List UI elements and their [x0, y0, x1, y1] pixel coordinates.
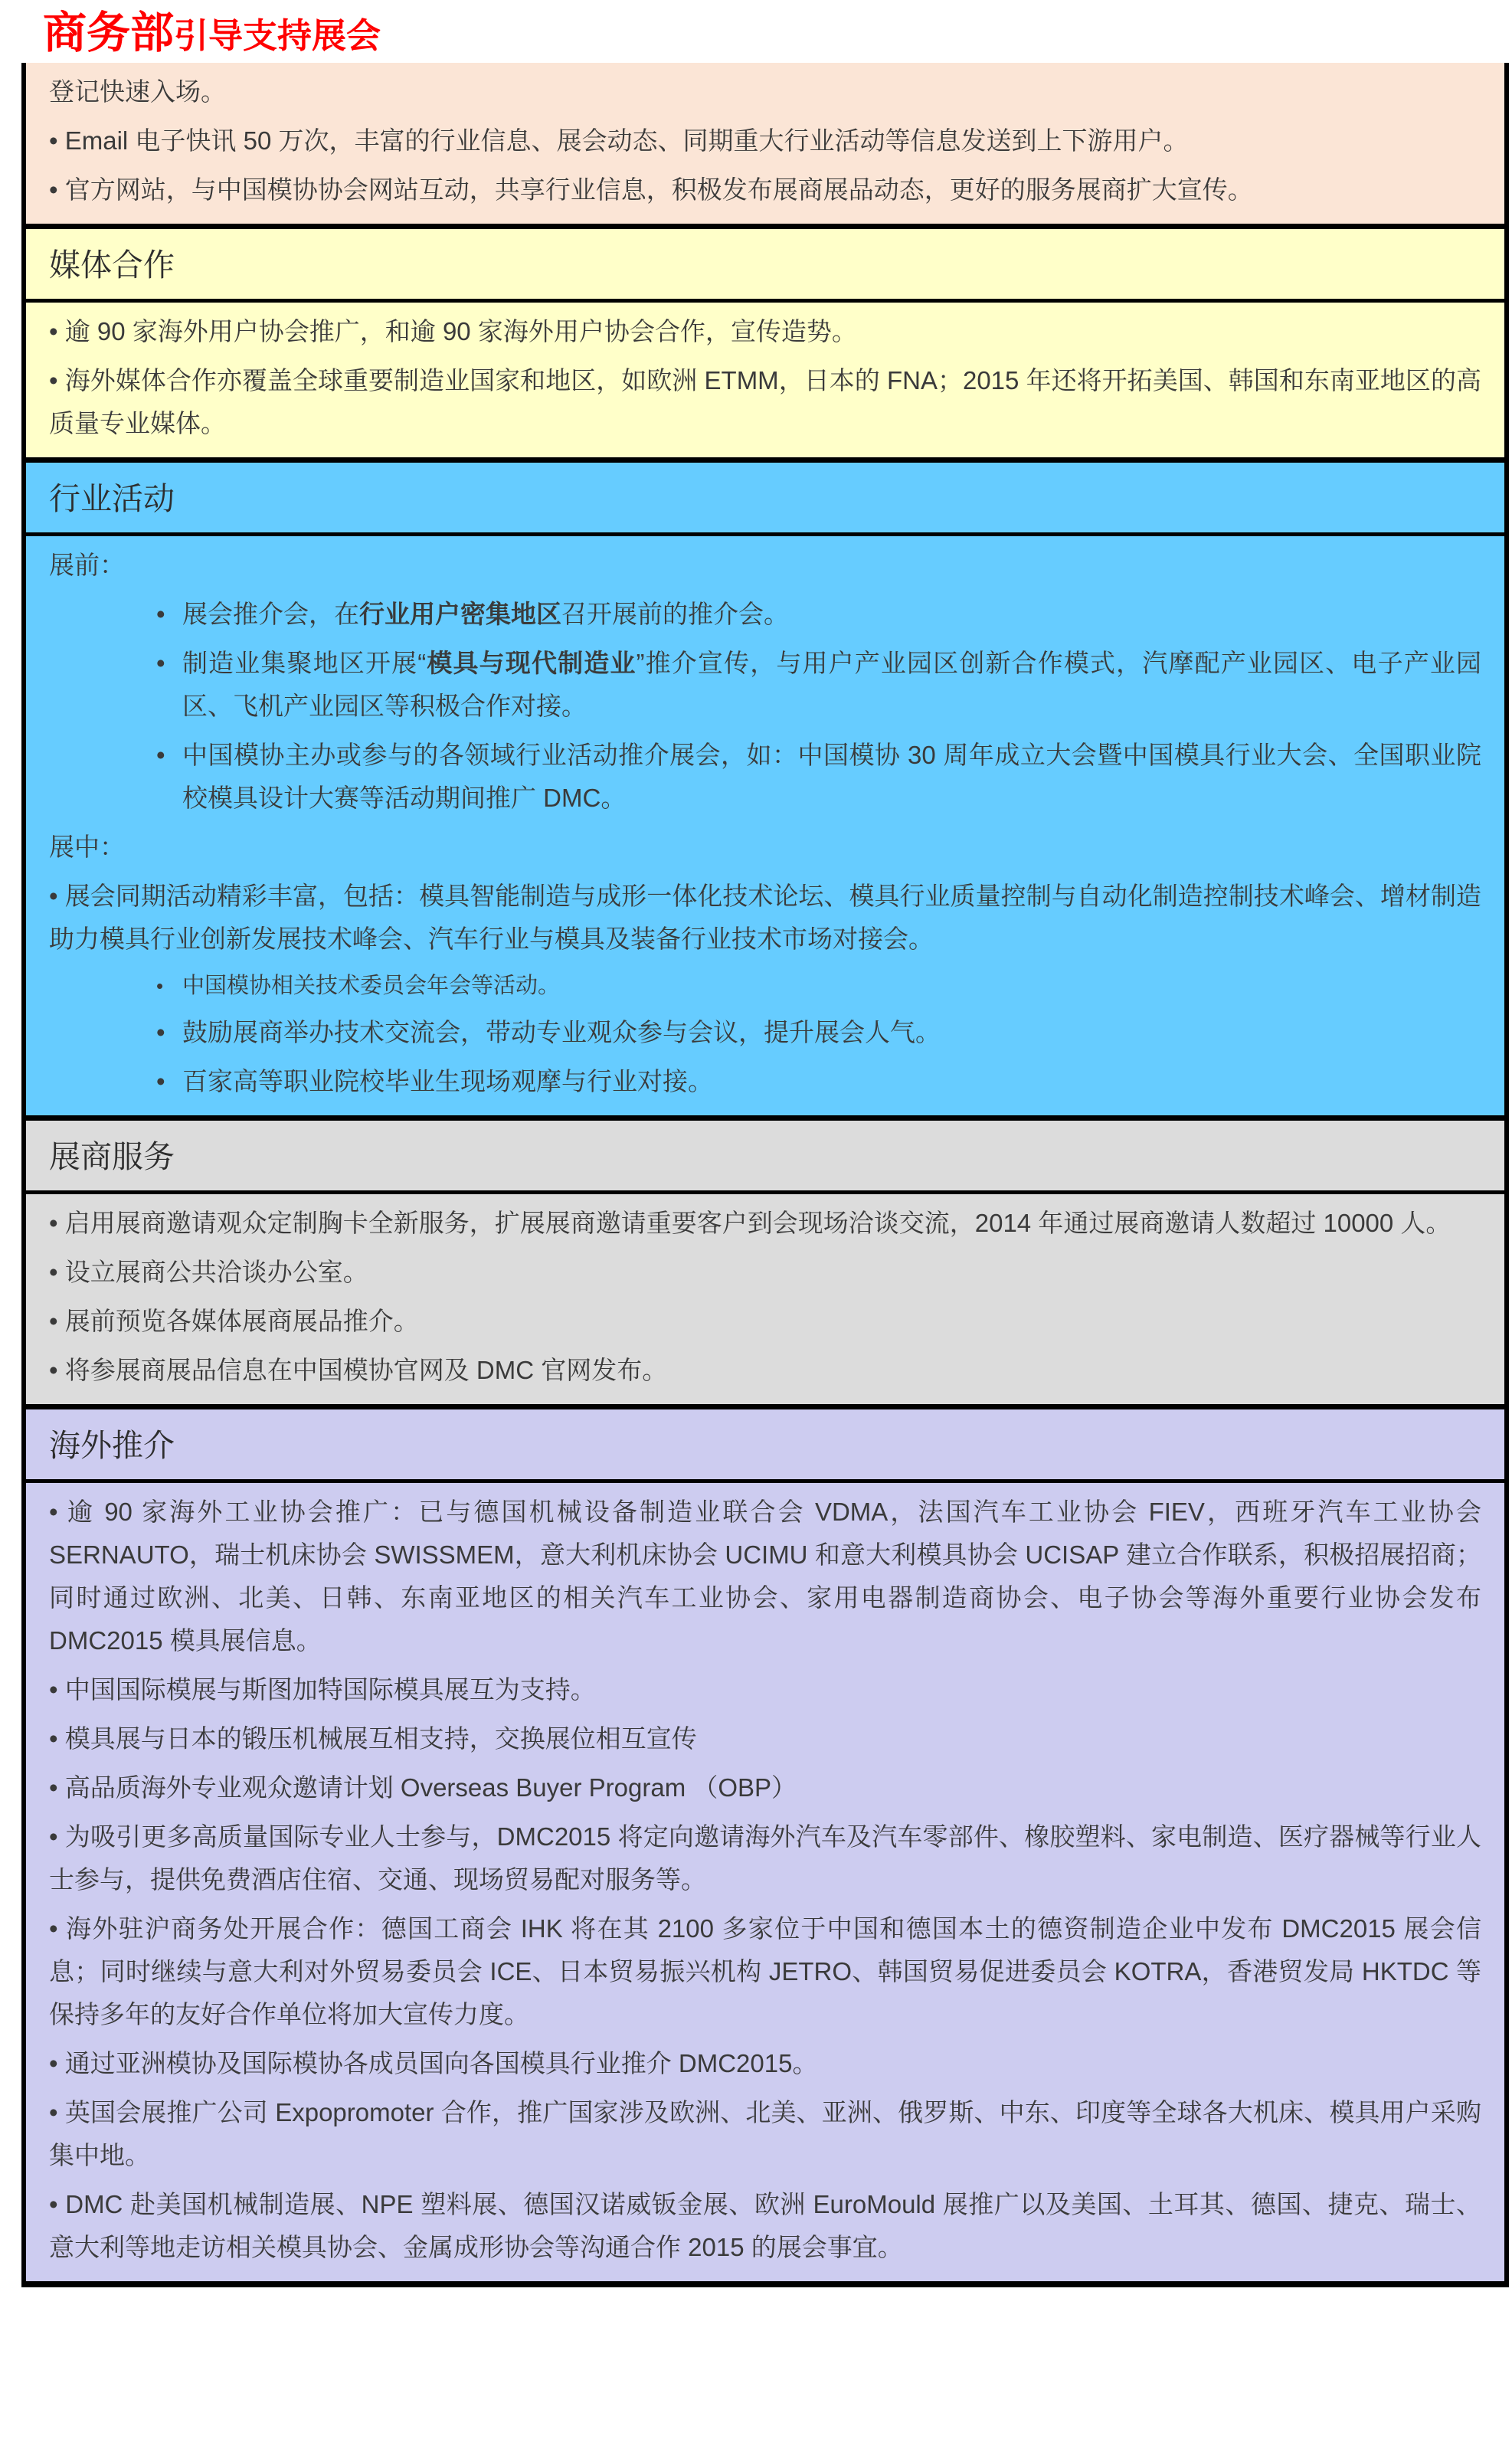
text-segment: 召开展前的推介会。: [561, 600, 789, 628]
text-segment: ”推介宣传，与用户产业园区创新合作模式，汽摩配产业园区、电子产业园区、飞机产业园区等积极合作对接。: [182, 649, 1481, 720]
section-mofcom-support: [26, 63, 1504, 224]
list-item: • 展会同期活动精彩丰富，包括：模具智能制造与成形一体化技术论坛、模具行业质量控制与自动化制造控制技术峰会、增材制造助力模具行业创新发展技术峰会、汽车行业与模具及装备行业技术市场对接会。: [49, 875, 1481, 961]
list-item: • 为吸引更多高质量国际专业人士参与，DMC2015 将定向邀请海外汽车及汽车零部件、橡胶塑料、家电制造、医疗器械等行业人士参与，提供免费酒店住宿、交通、现场贸易配对服务等。: [49, 1815, 1481, 1901]
section-industry-activities: [26, 457, 1504, 1115]
section-header: 展商服务: [26, 1121, 1504, 1194]
sub-list-item: [150, 593, 1481, 636]
text-segment: 展会推介会，在: [182, 600, 359, 628]
section-exhibitor-services: [26, 1115, 1504, 1404]
text-line: 登记快速入场。: [49, 77, 226, 106]
list-item: • 设立展商公共洽谈办公室。: [49, 1251, 1481, 1294]
section-header: 行业活动: [26, 463, 1504, 536]
sub-list-item: • 中国模协相关技术委员会年会等活动。: [150, 967, 1481, 1005]
list-item: • 展前预览各媒体展商展品推介。: [49, 1300, 1481, 1343]
sub-list-item: • 百家高等职业院校毕业生现场观摩与行业对接。: [150, 1060, 1481, 1103]
page-title-rest: 引导支持展会: [174, 16, 381, 55]
emphasis-bold: 模具与现代制造业: [426, 649, 637, 677]
promo-info-table: [21, 63, 1509, 2287]
list-item: • 中国国际模展与斯图加特国际模具展互为支持。: [49, 1668, 1481, 1711]
list-item: • 高品质海外专业观众邀请计划 Overseas Buyer Program （OBP）: [49, 1766, 1481, 1809]
section-body: [26, 1483, 1504, 2281]
sub-list-item: • 中国模协主办或参与的各领域行业活动推介展会，如：中国模协 30 周年成立大会暨中国模具行业大会、全国职业院校模具设计大赛等活动期间推广 DMC。: [150, 734, 1481, 820]
emphasis-bold: 行业用户密集地区: [359, 600, 561, 628]
text-segment: 制造业集聚地区开展“: [182, 649, 427, 677]
section-overseas-promotion: [26, 1404, 1504, 2281]
list-item: • 海外媒体合作亦覆盖全球重要制造业国家和地区，如欧洲 ETMM，日本的 FNA；2015 年还将开拓美国、韩国和东南亚地区的高质量专业媒体。: [49, 359, 1481, 445]
list-item: • 通过亚洲模协及国际模协各成员国向各国模具行业推介 DMC2015。: [49, 2042, 1481, 2085]
list-item: • 逾 90 家海外工业协会推广：已与德国机械设备制造业联合会 VDMA，法国汽车工业协会 FIEV，西班牙汽车工业协会 SERNAUTO，瑞士机床协会 SWISSMEM，意大利机床协会 UCIMU 和意大利模具协会 UCISAP 建立合作联系，积极招展招商；同时通过欧洲、北美、日韩、东南亚地区的相关汽车工业协会、家用电器制造商协会、电子协会等海外重要行业协会发布 DMC2015 模具展信息。: [49, 1491, 1481, 1662]
list-item: • 逾 90 家海外用户协会推广，和逾 90 家海外用户协会合作，宣传造势。: [49, 310, 1481, 353]
list-item: • 英国会展推广公司 Expopromoter 合作，推广国家涉及欧洲、北美、亚洲、俄罗斯、中东、印度等全球各大机床、模具用户采购集中地。: [49, 2091, 1481, 2177]
list-item: • Email 电子快讯 50 万次，丰富的行业信息、展会动态、同期重大行业活动等信息发送到上下游用户。: [49, 119, 1481, 162]
stage-label-during-show: 展中：: [49, 833, 125, 861]
section-body: [26, 303, 1504, 457]
section-media-cooperation: [26, 224, 1504, 457]
section-body: [26, 63, 1504, 224]
list-item: • 官方网站，与中国模协协会网站互动，共享行业信息，积极发布展商展品动态，更好的服务展商扩大宣传。: [49, 169, 1481, 211]
section-header: 海外推介: [26, 1409, 1504, 1483]
section-body: [26, 536, 1504, 1115]
list-item: • 模具展与日本的锻压机械展互相支持，交换展位相互宣传: [49, 1717, 1481, 1760]
sub-list-item: • 鼓励展商举办技术交流会，带动专业观众参与会议，提升展会人气。: [150, 1011, 1481, 1054]
page-title-brand: 商务部: [43, 8, 174, 57]
list-item: • DMC 赴美国机械制造展、NPE 塑料展、德国汉诺威钣金展、欧洲 EuroMould 展推广以及美国、土耳其、德国、捷克、瑞士、意大利等地走访相关模具协会、金属成形协会等沟通合作 2015 的展会事宜。: [49, 2183, 1481, 2269]
section-body: [26, 1194, 1504, 1404]
page-title: [0, 0, 1512, 63]
stage-label-pre-show: 展前：: [49, 551, 125, 579]
sub-list-item: [150, 642, 1481, 728]
section-header: 媒体合作: [26, 229, 1504, 303]
list-item: • 海外驻沪商务处开展合作：德国工商会 IHK 将在其 2100 多家位于中国和德国本土的德资制造企业中发布 DMC2015 展会信息；同时继续与意大利对外贸易委员会 ICE、日本贸易振兴机构 JETRO、韩国贸易促进委员会 KOTRA，香港贸发局 HKTDC 等保持多年的友好合作单位将加大宣传力度。: [49, 1907, 1481, 2036]
list-item: • 启用展商邀请观众定制胸卡全新服务，扩展展商邀请重要客户到会现场洽谈交流，2014 年通过展商邀请人数超过 10000 人。: [49, 1202, 1481, 1245]
list-item: • 将参展商展品信息在中国模协官网及 DMC 官网发布。: [49, 1349, 1481, 1392]
